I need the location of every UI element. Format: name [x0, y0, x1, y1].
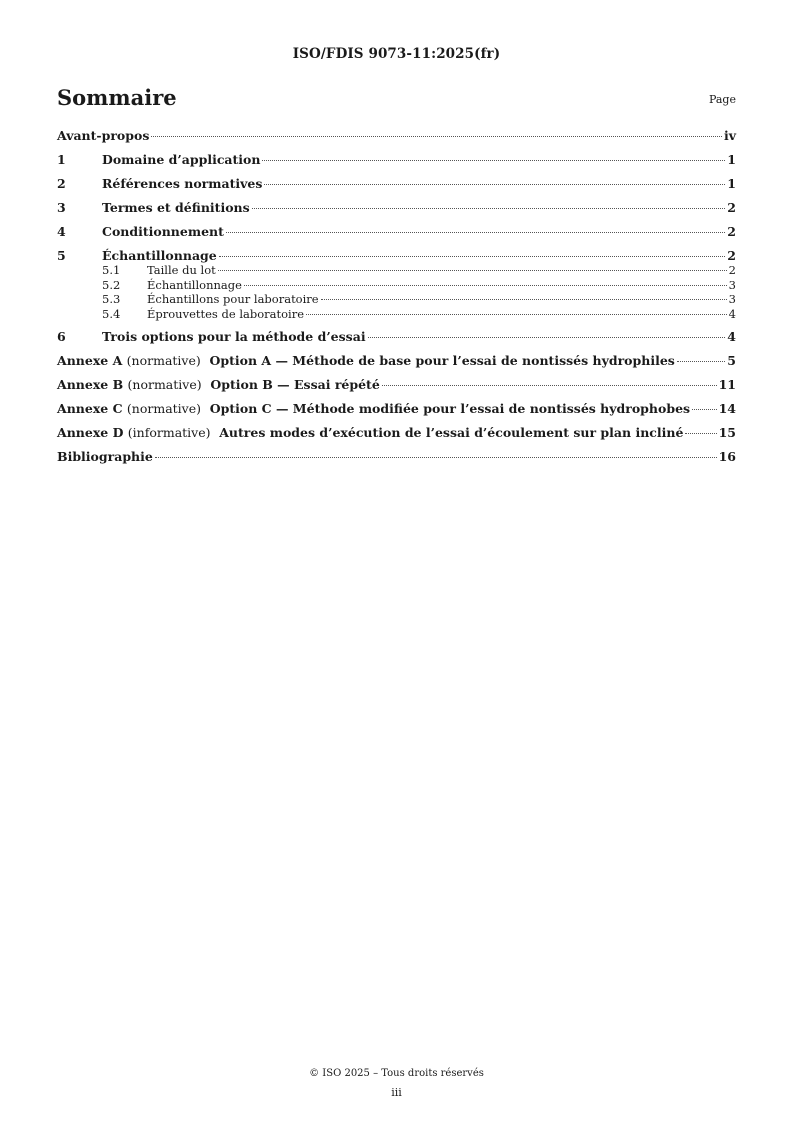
leader-dots: [264, 183, 725, 185]
leader-dots: [219, 255, 726, 257]
toc-entry-page: 16: [718, 449, 736, 464]
toc-entry-page: 2: [727, 200, 736, 215]
toc-entry-label: Échantillonnage: [147, 277, 242, 292]
toc-entry-page: 4: [728, 306, 736, 321]
toc-entry-5-2[interactable]: [57, 277, 736, 292]
leader-dots: [151, 135, 722, 137]
toc-entry-5-1[interactable]: [57, 265, 736, 277]
toc-entry-page: 1: [727, 176, 736, 191]
toc-entry-page: 14: [718, 401, 736, 416]
leader-dots: [677, 360, 725, 362]
leader-dots: [244, 284, 727, 286]
toc-entry-label: Avant-propos: [57, 128, 150, 143]
toc-entry-2[interactable]: [57, 176, 736, 192]
annex-prefix: Annexe D: [57, 425, 124, 440]
toc-entry-label: Conditionnement: [102, 224, 224, 239]
leader-dots: [382, 384, 717, 386]
annex-kind: (normative): [126, 353, 201, 368]
table-of-contents: [57, 128, 736, 465]
annex-prefix: Annexe C: [57, 401, 123, 416]
toc-entry-annex-a[interactable]: [57, 353, 736, 369]
page-title: Sommaire: [57, 85, 177, 110]
leader-dots: [226, 231, 725, 233]
toc-entry-annex-d[interactable]: [57, 425, 736, 441]
toc-entry-label: Domaine d’application: [102, 152, 261, 167]
annex-title: Option C — Méthode modifiée pour l’essai de nontissés hydrophobes: [209, 401, 691, 416]
toc-entry-page: iv: [723, 128, 736, 143]
toc-entry-label: Taille du lot: [147, 263, 216, 277]
toc-entry-label: [57, 425, 683, 441]
toc-entry-page: 11: [718, 377, 736, 392]
toc-entry-label: [57, 401, 690, 417]
toc-entry-page: 3: [728, 277, 736, 292]
toc-entry-avant-propos[interactable]: [57, 128, 736, 144]
leader-dots: [685, 432, 716, 434]
title-row: [57, 85, 736, 115]
annex-prefix: Annexe B: [57, 377, 124, 392]
toc-entry-page: 3: [728, 292, 736, 306]
toc-entry-number: 5.1: [102, 263, 121, 277]
leader-dots: [692, 408, 717, 410]
toc-entry-annex-c[interactable]: [57, 401, 736, 417]
toc-entry-5[interactable]: [57, 248, 736, 264]
toc-entry-page: 2: [727, 248, 736, 263]
toc-entry-number: 5.3: [102, 292, 121, 306]
toc-entry-label: [57, 377, 380, 393]
toc-entry-number: 3: [57, 200, 66, 215]
document-header: ISO/FDIS 9073-11:2025(fr): [292, 46, 501, 62]
leader-dots: [321, 298, 727, 300]
toc-entry-5-4[interactable]: [57, 306, 736, 321]
page-column-label: Page: [708, 93, 736, 106]
toc-entry-page: 2: [727, 224, 736, 239]
toc-entry-1[interactable]: [57, 152, 736, 168]
toc-entry-label: Échantillons pour laboratoire: [147, 292, 319, 306]
toc-entry-label: [57, 353, 675, 369]
leader-dots: [306, 313, 727, 315]
toc-entry-page: 5: [727, 353, 736, 368]
footer-copyright: © ISO 2025 – Tous droits réservés: [309, 1068, 484, 1079]
toc-entry-number: 5.2: [102, 277, 121, 292]
toc-entry-page: 4: [727, 329, 736, 344]
leader-dots: [252, 207, 726, 209]
leader-dots: [262, 159, 725, 161]
toc-entry-number: 5.4: [102, 306, 121, 321]
toc-entry-label: Bibliographie: [57, 449, 153, 464]
toc-entry-page: 2: [728, 263, 736, 277]
toc-entry-label: Termes et définitions: [102, 200, 250, 215]
toc-entry-number: 2: [57, 176, 66, 191]
toc-entry-3[interactable]: [57, 200, 736, 216]
annex-kind: (normative): [126, 401, 201, 416]
toc-entry-6[interactable]: [57, 329, 736, 345]
annex-kind: (normative): [127, 377, 202, 392]
leader-dots: [218, 269, 727, 271]
footer-page-number: iii: [391, 1086, 402, 1099]
toc-entry-label: Échantillonnage: [102, 248, 217, 263]
annex-title: Option A — Méthode de base pour l’essai de nontissés hydrophiles: [209, 353, 675, 368]
annex-prefix: Annexe A: [57, 353, 123, 368]
leader-dots: [368, 336, 726, 338]
leader-dots: [155, 456, 717, 458]
annex-title: Option B — Essai répété: [210, 377, 380, 392]
toc-entry-number: 4: [57, 224, 66, 239]
toc-entry-page: 15: [718, 425, 736, 440]
toc-entry-number: 5: [57, 248, 66, 263]
toc-entry-page: 1: [727, 152, 736, 167]
toc-entry-number: 6: [57, 329, 66, 344]
toc-entry-4[interactable]: [57, 224, 736, 240]
toc-entry-label: Éprouvettes de laboratoire: [147, 306, 305, 321]
toc-entry-bibliographie[interactable]: [57, 449, 736, 465]
annex-title: Autres modes d’exécution de l’essai d’écoulement sur plan incliné: [219, 425, 684, 440]
toc-entry-label: Références normatives: [102, 176, 263, 191]
toc-entry-number: 1: [57, 152, 66, 167]
annex-kind: (informative): [127, 425, 211, 440]
toc-entry-annex-b[interactable]: [57, 377, 736, 393]
toc-entry-5-3[interactable]: [57, 294, 736, 306]
toc-entry-label: Trois options pour la méthode d’essai: [102, 329, 366, 344]
